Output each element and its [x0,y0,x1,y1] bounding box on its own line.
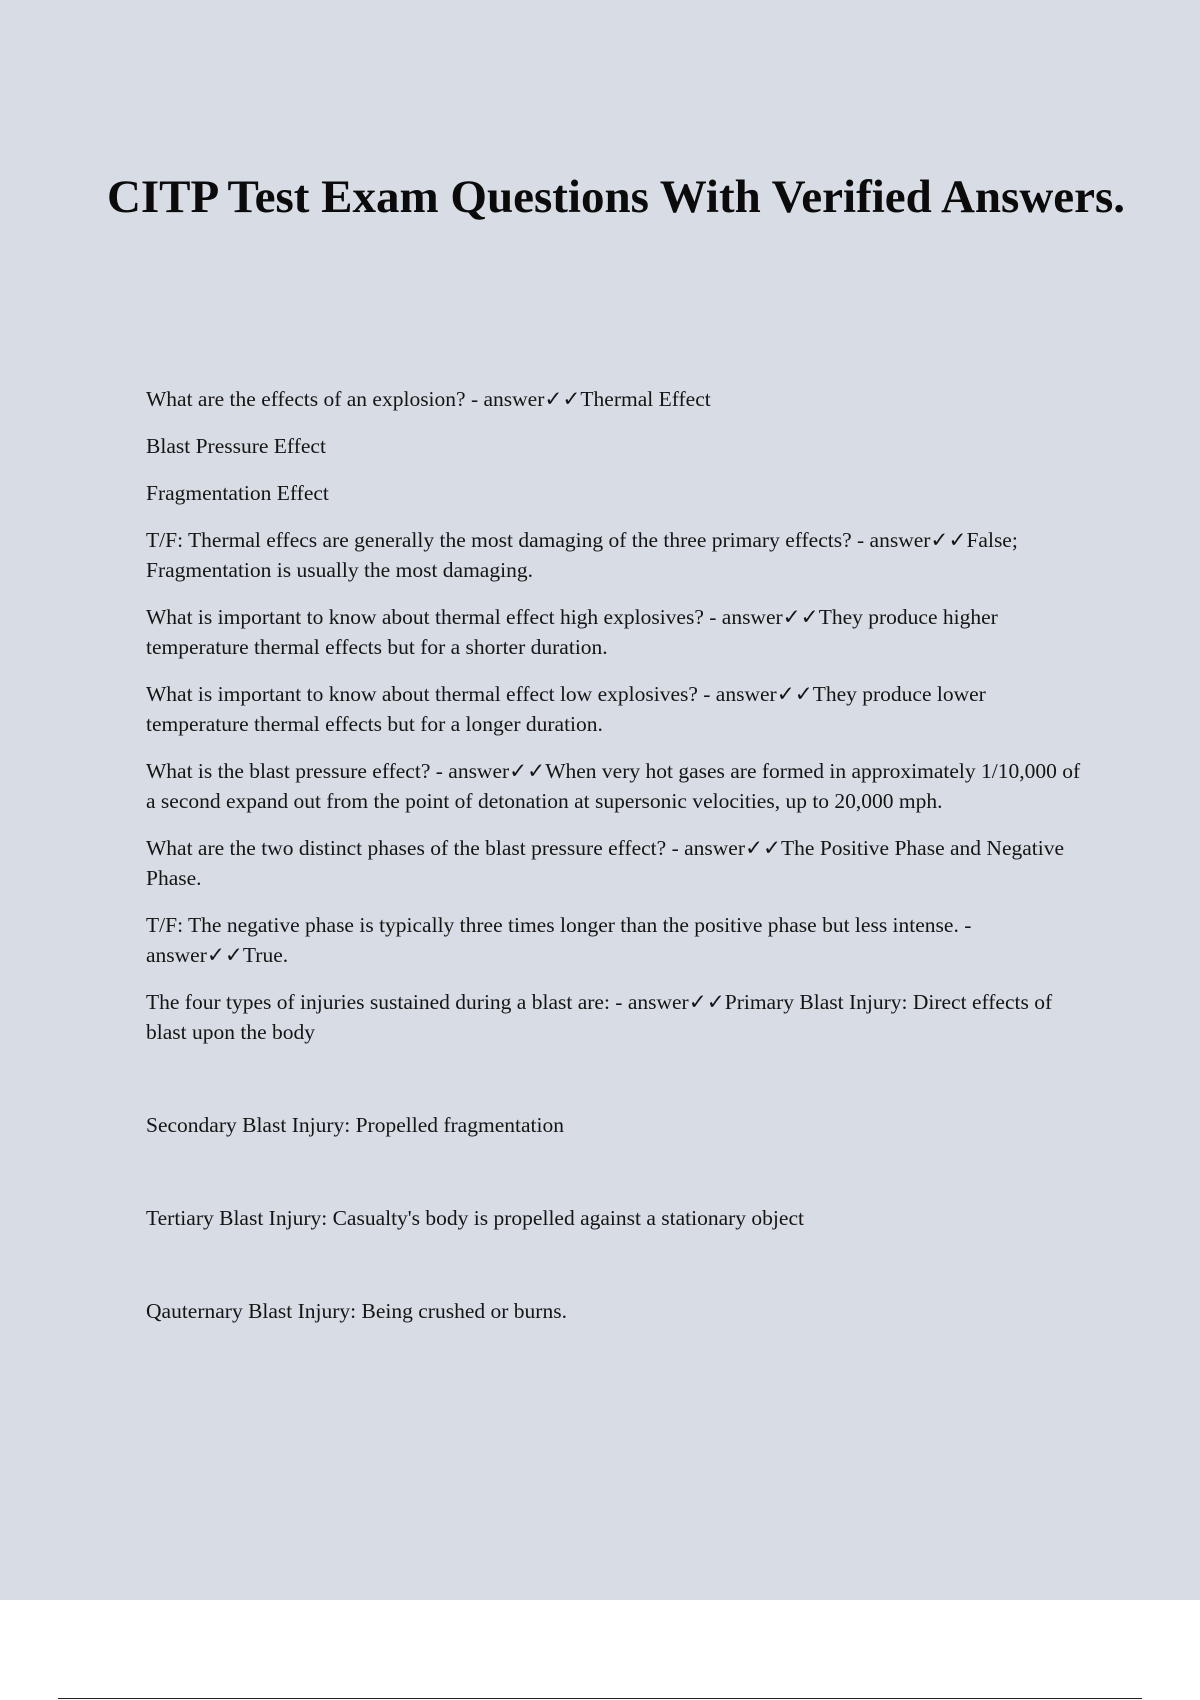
paragraph-fragmentation-effect: Fragmentation Effect [146,481,329,505]
paragraph-thermal-damaging-tf: T/F: Thermal effecs are generally the most damaging of the three primary effects? - answer✓✓False; Fragmentation is usually the most damaging. [146,528,1018,582]
paragraph-blast-pressure-effect: Blast Pressure Effect [146,434,326,458]
paragraph-blast-phases: What are the two distinct phases of the blast pressure effect? - answer✓✓The Positive Phase and Negative Phase. [146,836,1065,890]
paragraph-tertiary-blast-injury: Tertiary Blast Injury: Casualty's body is propelled against a stationary object [146,1206,804,1230]
paragraph-negative-phase-tf: T/F: The negative phase is typically three times longer than the positive phase but less intense. - answer✓✓True. [146,913,972,967]
paragraph-high-explosives: What is important to know about thermal effect high explosives? - answer✓✓They produce higher temperature thermal effects but for a shorter duration. [146,605,998,659]
paragraph-quaternary-blast-injury: Qauternary Blast Injury: Being crushed or burns. [146,1299,567,1323]
document-title: CITP Test Exam Questions With Verified Answers. [106,171,1126,223]
footer-divider [58,1698,1142,1699]
paragraph-blast-pressure-definition: What is the blast pressure effect? - answer✓✓When very hot gases are formed in approximately 1/10,000 of a second expand out from the point of detonation at supersonic velocities, up to 20,000 mph. [146,759,1081,813]
paragraph-four-injury-types: The four types of injuries sustained during a blast are: - answer✓✓Primary Blast Injury: Direct effects of blast upon the body [146,990,1053,1044]
paragraph-secondary-blast-injury: Secondary Blast Injury: Propelled fragmentation [146,1113,564,1137]
document-body [146,384,1086,1343]
paragraph-low-explosives: What is important to know about thermal effect low explosives? - answer✓✓They produce lower temperature thermal effects but for a longer duration. [146,682,986,736]
paragraph-effects-of-explosion: What are the effects of an explosion? - answer✓✓Thermal Effect [146,387,711,411]
